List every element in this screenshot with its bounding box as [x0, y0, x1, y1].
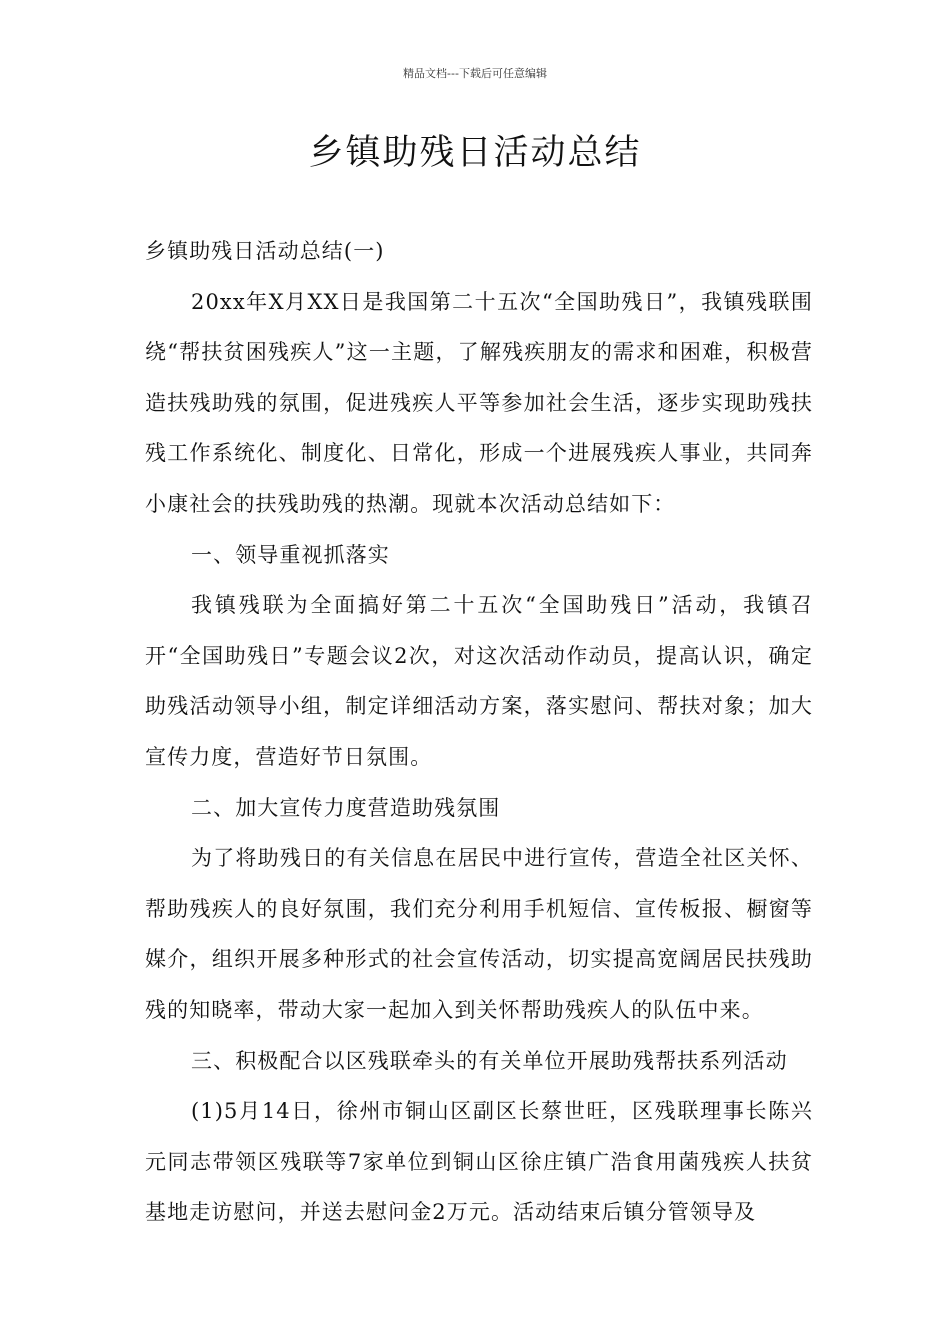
paragraph-section-1: 我镇残联为全面搞好第二十五次“全国助残日”活动，我镇召开“全国助残日”专题会议2次，对这次活动作动员，提高认识，确定助残活动领导小组，制定详细活动方案，落实慰问、帮扶对象；加大宣传力度，营造好节日氛围。: [145, 593, 813, 769]
paragraph-section-2: 为了将助残日的有关信息在居民中进行宣传，营造全社区关怀、帮助残疾人的良好氛围，我们充分利用手机短信、宣传板报、橱窗等媒介，组织开展多种形式的社会宣传活动，切实提高宽阔居民扶残助残的知晓率，带动大家一起加入到关怀帮助残疾人的队伍中来。: [145, 846, 813, 1022]
section-subtitle: 乡镇助残日活动总结(一): [145, 239, 385, 263]
header-note: 精品文档---下载后可任意编辑: [403, 67, 547, 80]
heading-section-2: 二、加大宣传力度营造助残氛围: [191, 795, 501, 820]
heading-section-3: 三、积极配合以区残联牵头的有关单位开展助残帮扶系列活动: [191, 1048, 788, 1073]
document-body: [145, 226, 813, 1238]
page-title: 乡镇助残日活动总结: [308, 133, 642, 173]
heading-section-1: 一、领导重视抓落实: [191, 542, 390, 567]
paragraph-section-3-item-1: (1)5月14日，徐州市铜山区副区长蔡世旺，区残联理事长陈兴元同志带领区残联等7家单位到铜山区徐庄镇广浩食用菌残疾人扶贫基地走访慰问，并送去慰问金2万元。活动结束后镇分管领导及: [145, 1099, 813, 1225]
paragraph-intro: 20xx年X月XX日是我国第二十五次“全国助残日”，我镇残联围绕“帮扶贫困残疾人”这一主题，了解残疾朋友的需求和困难，积极营造扶残助残的氛围，促进残疾人平等参加社会生活，逐步实现助残扶残工作系统化、制度化、日常化，形成一个进展残疾人事业，共同奔小康社会的扶残助残的热潮。现就本次活动总结如下：: [145, 289, 813, 516]
